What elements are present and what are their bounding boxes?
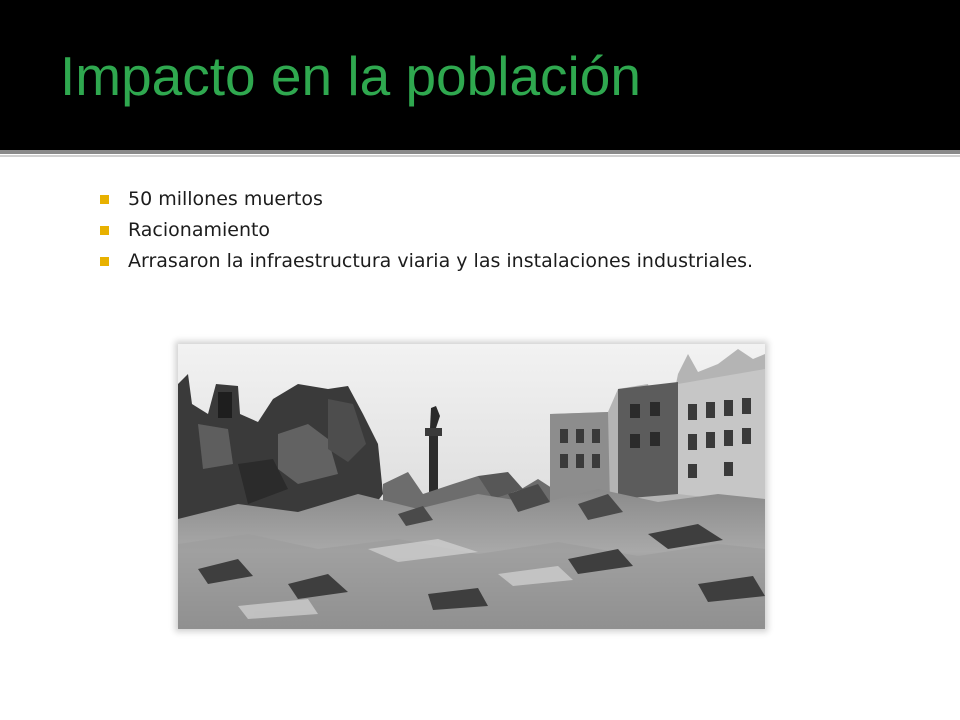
- bullet-item: [100, 246, 753, 277]
- title-divider-light: [0, 155, 960, 157]
- ruins-photo-illustration: [178, 344, 765, 629]
- ruins-photo: [178, 344, 765, 629]
- bullet-text: Arrasaron la infraestructura viaria y las instalaciones industriales.: [128, 250, 754, 272]
- bullet-text: Racionamiento: [128, 219, 271, 241]
- bullet-list: [100, 184, 753, 277]
- slide-title: Impacto en la población: [60, 45, 641, 107]
- bullet-item: [100, 215, 753, 246]
- title-divider: [0, 150, 960, 154]
- title-bar: [0, 0, 960, 150]
- bullet-item: [100, 184, 753, 215]
- square-bullet-icon: [100, 195, 109, 204]
- square-bullet-icon: [100, 257, 109, 266]
- bullet-text: 50 millones muertos: [128, 188, 323, 210]
- square-bullet-icon: [100, 226, 109, 235]
